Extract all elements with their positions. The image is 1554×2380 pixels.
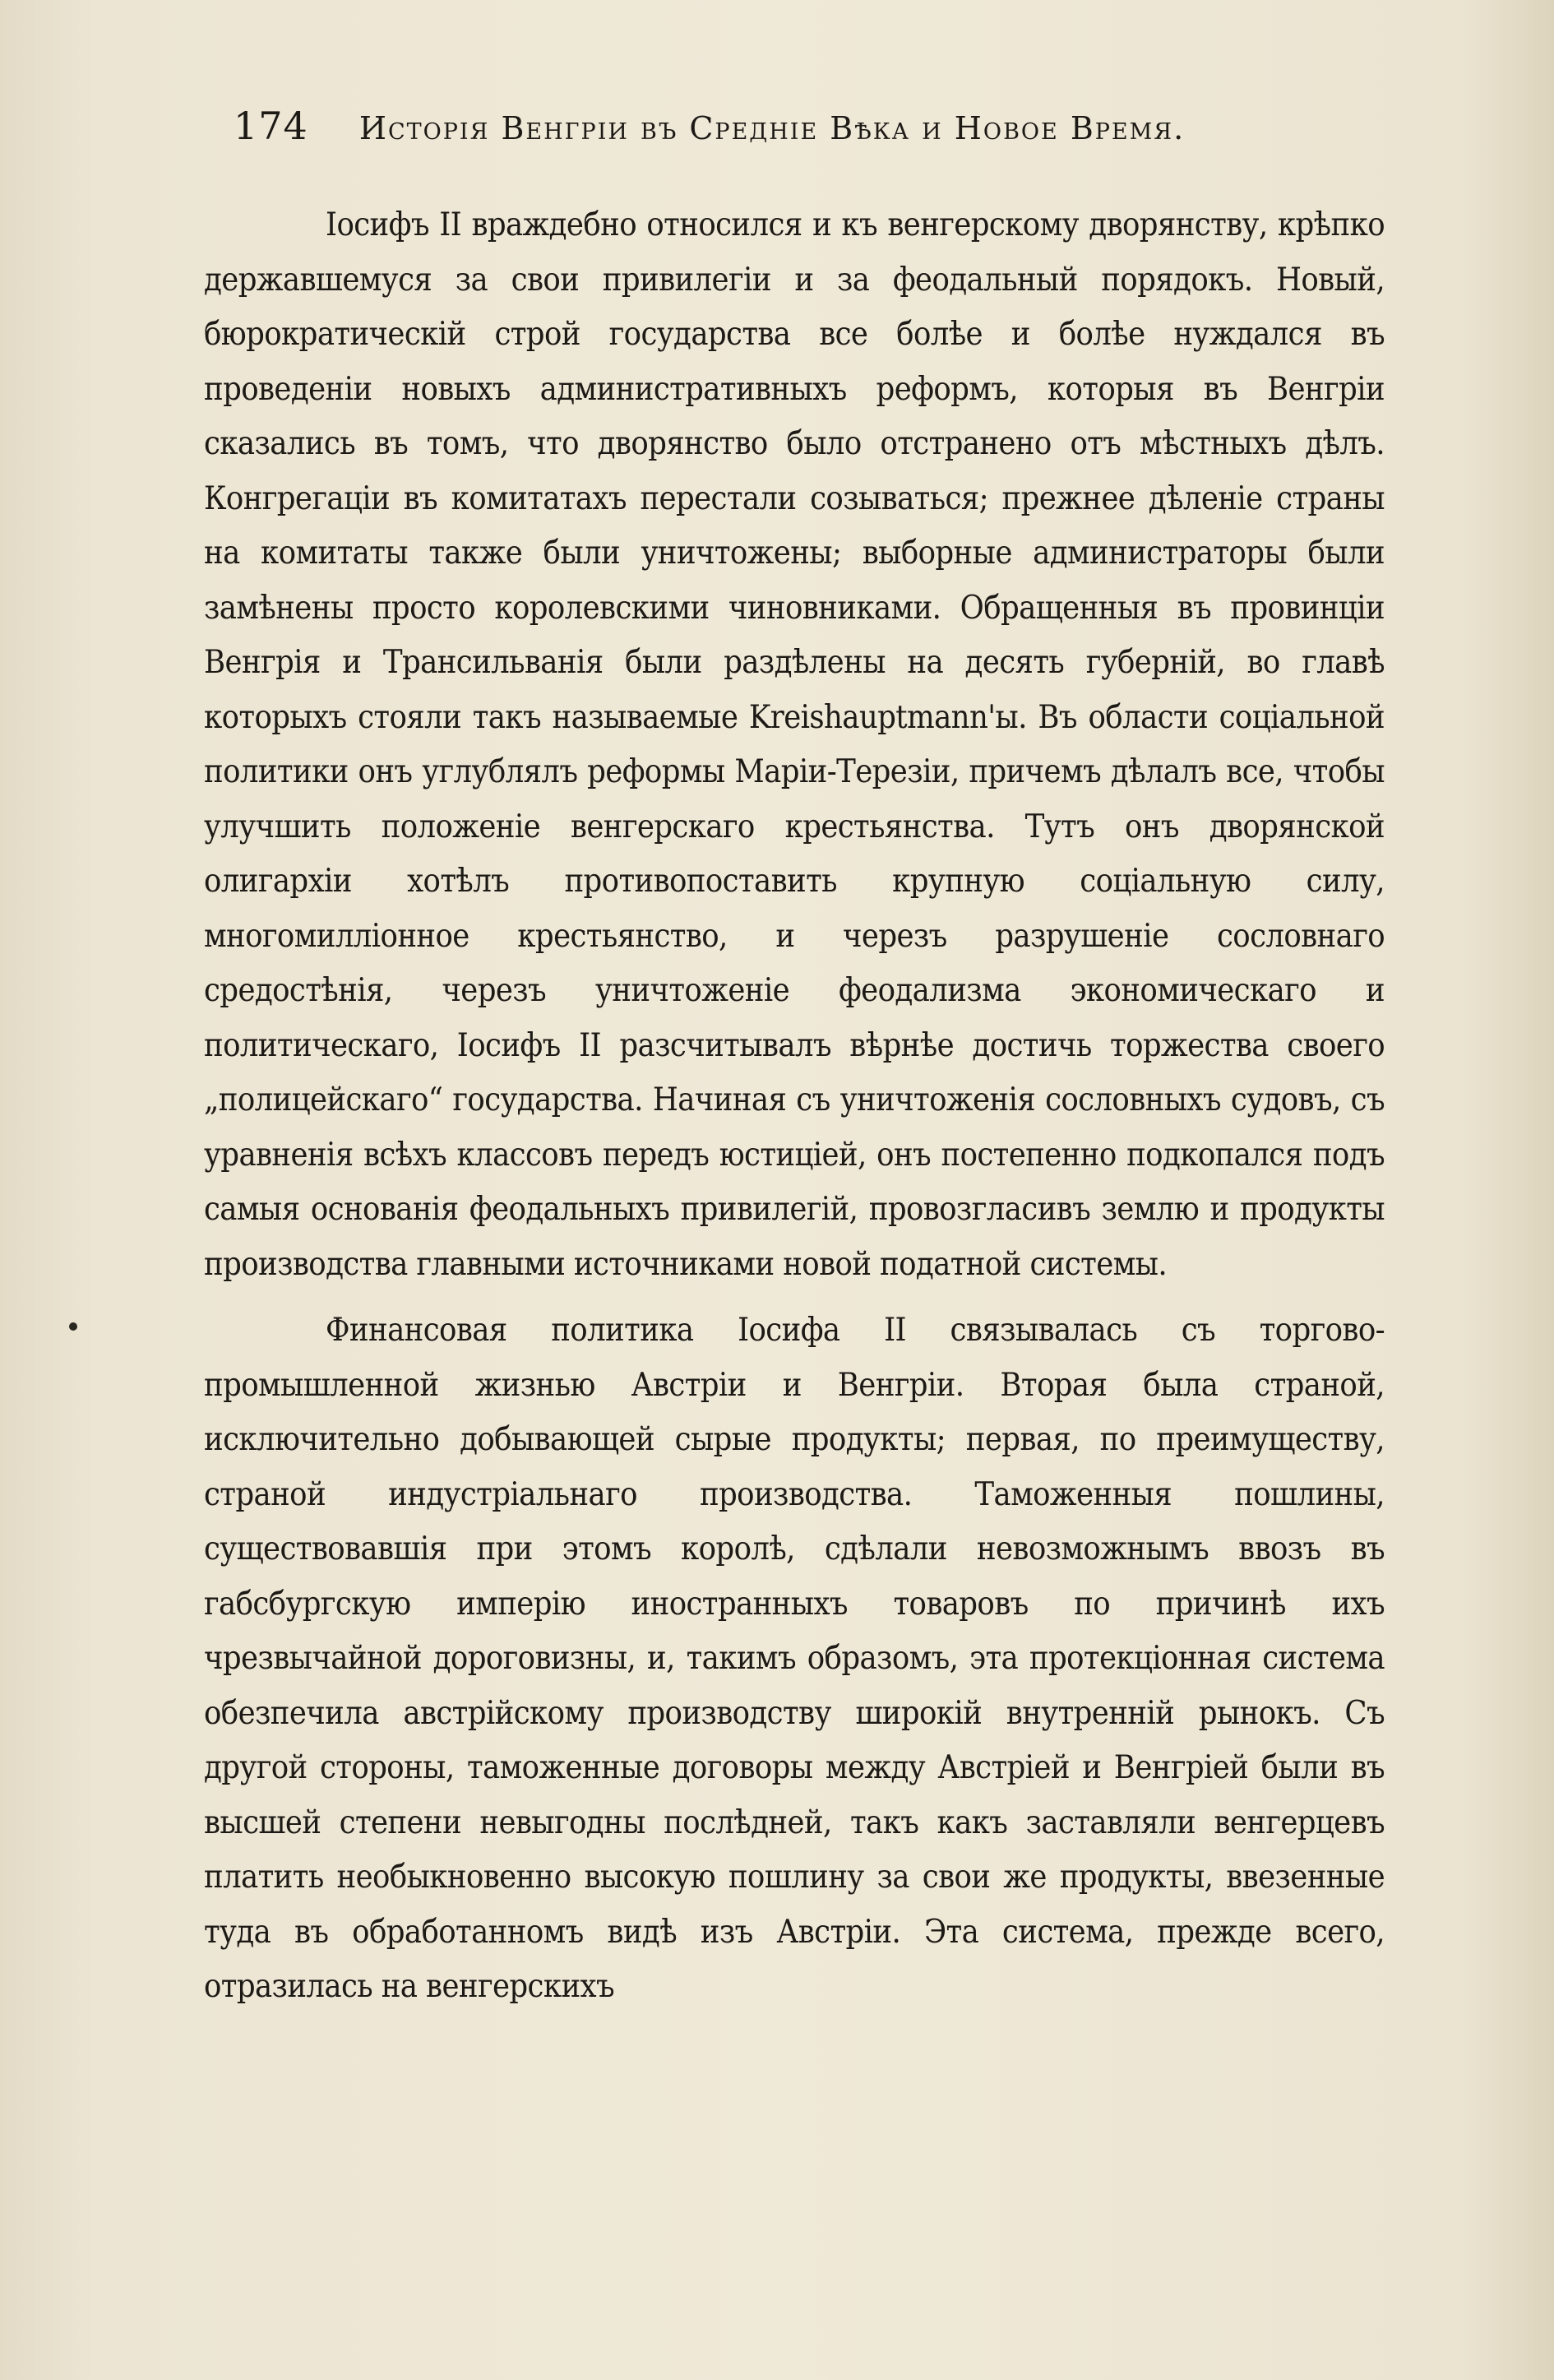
body-text: [204, 197, 1385, 2014]
paragraph-2: Финансовая политика Іосифа II связывалась съ торгово-промышленной жизнью Австріи и Венгріи. Вторая была страной, исключительно добывающей сырые продукты; первая, по преимуществу, страной индустріальнаго производства. Таможенныя пошлины, существовавшія при этомъ королѣ, сдѣлали невозможнымъ ввозъ въ габсбургскую имперію иностранныхъ товаровъ по причинѣ ихъ чрезвычайной дороговизны, и, такимъ образомъ, эта протекціонная система обезпечила австрійскому производству широкій внутренній рынокъ. Съ другой стороны, таможенные договоры между Австріей и Венгріей были въ высшей степени невыгодны послѣдней, такъ какъ заставляли венгерцевъ платить необыкновенно высокую пошлину за свои же продукты, ввезенные туда въ обработанномъ видѣ изъ Австріи. Эта система, прежде всего, отразилась на венгерскихъ: [204, 1311, 1385, 2005]
running-head: [234, 104, 1385, 153]
ink-speck: [69, 1322, 77, 1331]
running-title: Исторія Венгріи въ Средніе Вѣка и Новое Время.: [358, 110, 1186, 146]
page-number: 174: [234, 104, 308, 148]
paragraph-1: Іосифъ II враждебно относился и къ венгерскому дворянству, крѣпко державшемуся за свои привилегіи и за феодальный порядокъ. Новый, бюрократическій строй государства все болѣе и болѣе нуждался въ проведеніи новыхъ административныхъ реформъ, которыя въ Венгріи сказались въ томъ, что дворянство было отстранено отъ мѣстныхъ дѣлъ. Конгрегаціи въ комитатахъ перестали созываться; прежнее дѣленіе страны на комитаты также были уничтожены; выборные администраторы были замѣнены просто королевскими чиновниками. Обращенныя въ провинціи Венгрія и Трансильванія были раздѣлены на десять губерній, во главѣ которыхъ стояли такъ называемые Kreishauptmann'ы. Въ области соціальной политики онъ углублялъ реформы Маріи-Терезіи, причемъ дѣлалъ все, чтобы улучшить положеніе венгерскаго крестьянства. Тутъ онъ дворянской олигархіи хотѣлъ противопоставить крупную соціальную силу, многомилліонное крестьянство, и черезъ разрушеніе сословнаго средостѣнія, черезъ уничтоженіе феодализма экономическаго и политическаго, Іосифъ II разсчитывалъ вѣрнѣе достичь торжества своего „полицейскаго“ государства. Начиная съ уничтоженія сословныхъ судовъ, съ уравненія всѣхъ классовъ передъ юстиціей, онъ постепенно подкопался подъ самыя основанія феодальныхъ привилегій, провозгласивъ землю и продукты производства главными источниками новой податной системы.: [204, 206, 1385, 1283]
